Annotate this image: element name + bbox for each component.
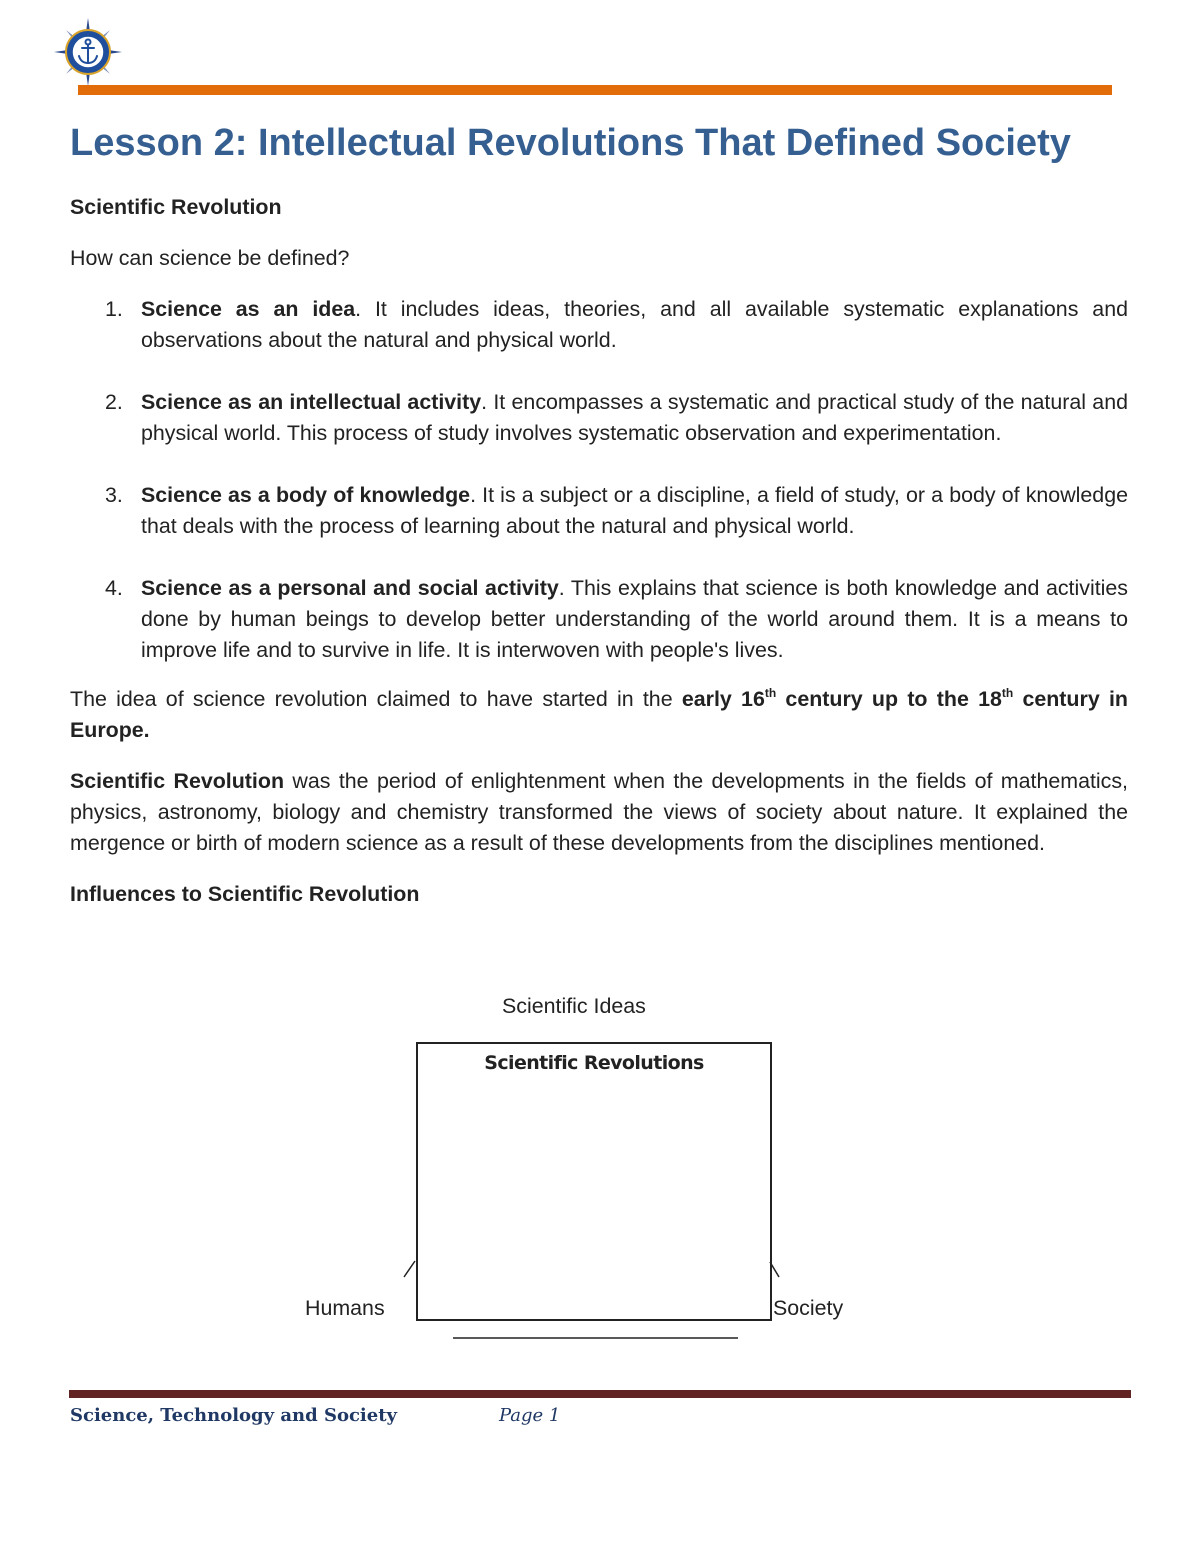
definition-text: . It encompasses a systematic and practical study of the natural and physical world. This process of study involves systematic observation and experimentation.: [141, 390, 1128, 445]
period-bold-3: century in Europe.: [70, 687, 1128, 742]
definition-term: Science as an idea: [141, 297, 356, 321]
footer-rule: [69, 1390, 1131, 1398]
definition-text: . It is a subject or a discipline, a field of study, or a body of knowledge that deals with the process of learning about the natural and physical world.: [141, 483, 1128, 538]
definition-term: Science as an intellectual activity: [141, 390, 482, 414]
period-paragraph: [70, 684, 1128, 746]
superscript: th: [764, 686, 777, 700]
document-body: [70, 192, 1128, 910]
list-number: 4.: [105, 576, 123, 600]
list-item: [70, 573, 1128, 666]
diagram-right-label: Society: [773, 1296, 844, 1320]
definition-text: . This explains that science is both knowledge and activities done by human beings to develop better understanding of the world around them. It is a means to improve life and to survive in life. It is interwoven with people's lives.: [141, 576, 1128, 662]
diagram-top-label: Scientific Ideas: [502, 994, 646, 1018]
definition-paragraph-term: Scientific Revolution: [70, 769, 285, 793]
definition-text: . It includes ideas, theories, and all available systematic explanations and observations about the natural and physical world.: [141, 297, 1128, 352]
period-bold-2: century up to the 18: [776, 687, 1002, 711]
definition-paragraph: [70, 766, 1128, 859]
school-seal-anchor-icon: [52, 16, 124, 88]
period-bold-1: early 16: [681, 687, 765, 711]
question-text: How can science be defined?: [70, 246, 350, 270]
list-item: [70, 294, 1128, 356]
definition-paragraph-text: was the period of enlightenment when the developments in the fields of mathematics, physics, astronomy, biology and chemistry transformed the views of society about nature. It explained the mergence or birth of modern science as a result of these developments from the disciplines mentioned.: [70, 769, 1129, 855]
influences-heading: Influences to Scientific Revolution: [70, 882, 420, 906]
definitions-list: [70, 294, 1128, 666]
list-number: 3.: [105, 483, 123, 507]
period-lead: The idea of science revolution claimed to have started in the: [70, 687, 682, 711]
superscript: th: [1001, 686, 1014, 700]
footer-page-number: Page 1: [499, 1405, 561, 1426]
header-rule: [78, 85, 1112, 95]
diagram-box-title: Scientific Revolutions: [484, 1052, 704, 1074]
diagram-left-label: Humans: [305, 1296, 385, 1320]
list-item: [70, 480, 1128, 542]
list-item: [70, 387, 1128, 449]
footer-course-title: Science, Technology and Society: [70, 1405, 397, 1426]
definition-term: Science as a body of knowledge: [141, 483, 471, 507]
list-number: 2.: [105, 390, 123, 414]
page-title: Lesson 2: Intellectual Revolutions That Defined Society: [70, 122, 1071, 164]
list-number: 1.: [105, 297, 123, 321]
section-heading: Scientific Revolution: [70, 195, 282, 219]
left-connector: [404, 1261, 415, 1277]
diagram-box: [416, 1042, 772, 1321]
definition-term: Science as a personal and social activity: [141, 576, 559, 600]
